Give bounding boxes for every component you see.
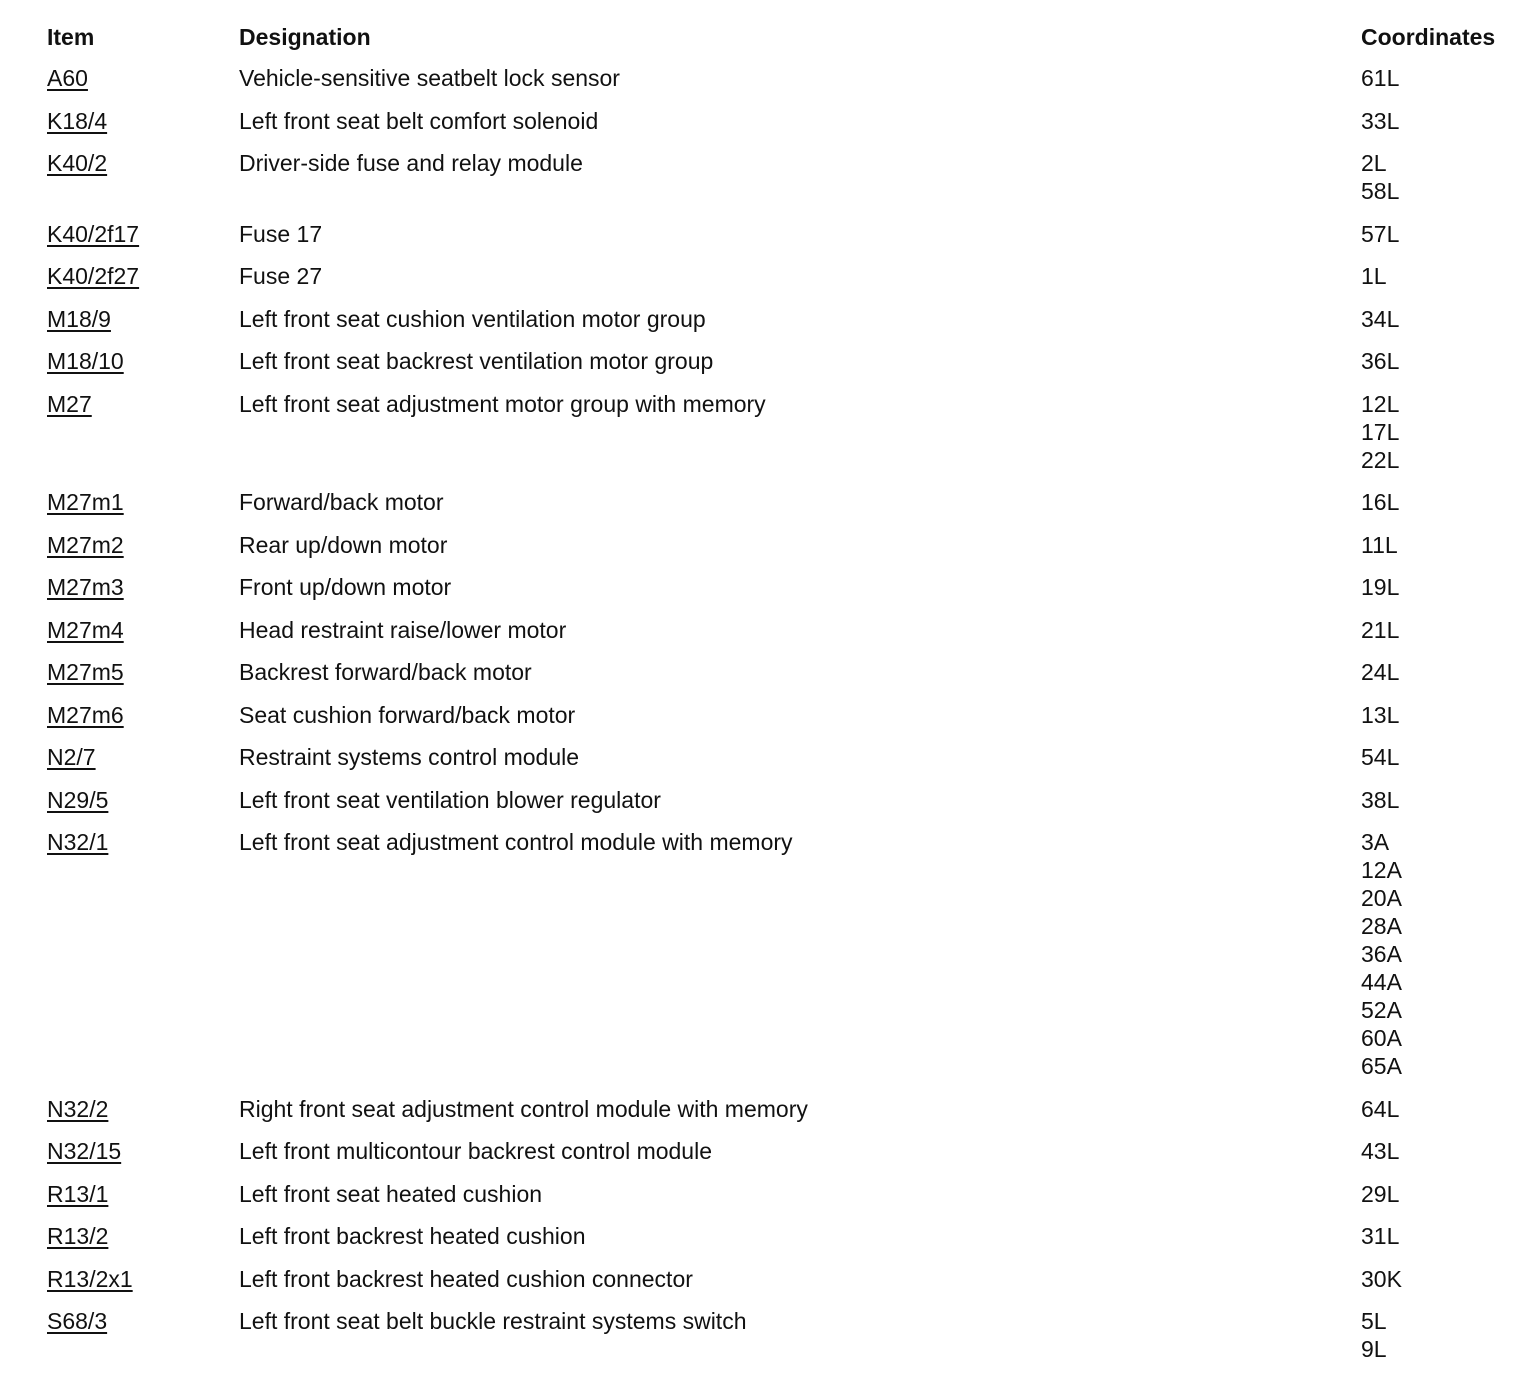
table-row: [0, 305, 1536, 348]
item-link[interactable]: N32/1: [47, 829, 109, 855]
coordinate-value: 5L: [1361, 1308, 1387, 1334]
coordinate-value: 36A: [1361, 941, 1402, 967]
designation-text: Head restraint raise/lower motor: [239, 616, 567, 643]
designation-text: Driver-side fuse and relay module: [239, 150, 583, 176]
table-row: [0, 701, 1536, 744]
coordinate-value: 33L: [1361, 107, 1400, 134]
coordinates-cell: [1361, 701, 1536, 729]
table-row: [0, 1137, 1536, 1180]
coordinate-value: 21L: [1361, 616, 1400, 643]
designation-text: Left front seat adjustment motor group with memory: [239, 390, 766, 417]
table-row: [0, 107, 1536, 150]
coordinate-value: 43L: [1361, 1138, 1400, 1164]
designation-text: Backrest forward/back motor: [239, 659, 532, 685]
coordinate-value: 31L: [1361, 1223, 1400, 1249]
coordinate-value: 12L: [1361, 390, 1400, 417]
designation-text: Left front seat belt buckle restraint systems switch: [239, 1308, 747, 1334]
item-link[interactable]: R13/1: [47, 1180, 109, 1207]
coordinate-value: 16L: [1361, 489, 1400, 515]
coordinate-value: 54L: [1361, 744, 1400, 770]
coordinates-cell: [1361, 1222, 1536, 1250]
coordinate-value: 19L: [1361, 574, 1400, 600]
coordinates-cell: [1361, 1307, 1536, 1363]
table-row: [0, 828, 1536, 1095]
coordinates-cell: [1361, 64, 1536, 92]
coordinate-value: 2L: [1361, 150, 1387, 176]
item-link[interactable]: N32/2: [47, 1095, 109, 1122]
table-row: [0, 1265, 1536, 1308]
designation-text: Left front seat belt comfort solenoid: [239, 107, 599, 134]
designation-text: Left front seat heated cushion: [239, 1180, 543, 1207]
designation-text: Right front seat adjustment control module with memory: [239, 1095, 808, 1122]
item-link[interactable]: M27m4: [47, 616, 124, 643]
table-row: [0, 1095, 1536, 1138]
designation-text: Vehicle-sensitive seatbelt lock sensor: [239, 65, 620, 91]
table-row: [0, 573, 1536, 616]
table-row: [0, 262, 1536, 305]
item-link[interactable]: A60: [47, 65, 88, 91]
designation-text: Left front seat backrest ventilation motor group: [239, 348, 714, 374]
coordinates-cell: [1361, 305, 1536, 333]
coordinate-value: 30K: [1361, 1265, 1402, 1292]
coordinates-cell: [1361, 616, 1536, 644]
coordinate-value: 13L: [1361, 701, 1400, 728]
designation-text: Front up/down motor: [239, 574, 452, 600]
header-item: Item: [47, 24, 95, 50]
item-link[interactable]: R13/2x1: [47, 1265, 133, 1292]
coordinate-value: 65A: [1361, 1053, 1402, 1079]
coordinate-value: 3A: [1361, 829, 1390, 855]
designation-text: Rear up/down motor: [239, 531, 448, 558]
item-link[interactable]: R13/2: [47, 1223, 109, 1249]
table-body: [0, 64, 1536, 1378]
coordinates-cell: [1361, 658, 1536, 686]
coordinate-value: 34L: [1361, 305, 1400, 332]
coordinate-value: 9L: [1361, 1336, 1387, 1362]
item-link[interactable]: N2/7: [47, 744, 96, 770]
coordinates-cell: [1361, 743, 1536, 771]
designation-text: Left front backrest heated cushion connector: [239, 1265, 693, 1292]
table-row: [0, 149, 1536, 220]
designation-text: Fuse 27: [239, 263, 323, 289]
designation-text: Seat cushion forward/back motor: [239, 701, 576, 728]
coordinates-cell: [1361, 1180, 1536, 1208]
coordinate-value: 36L: [1361, 348, 1400, 374]
table-row: [0, 390, 1536, 489]
item-link[interactable]: K40/2f27: [47, 263, 140, 289]
item-link[interactable]: N32/15: [47, 1138, 122, 1164]
coordinate-value: 58L: [1361, 178, 1400, 204]
table-row: [0, 531, 1536, 574]
item-link[interactable]: M18/10: [47, 348, 124, 374]
coordinate-value: 20A: [1361, 885, 1402, 911]
coordinate-value: 24L: [1361, 659, 1400, 685]
coordinate-value: 1L: [1361, 263, 1387, 289]
item-link[interactable]: S68/3: [47, 1308, 108, 1334]
coordinates-cell: [1361, 149, 1536, 205]
item-link[interactable]: K40/2: [47, 150, 108, 176]
coordinates-cell: [1361, 262, 1536, 290]
designation-text: Fuse 17: [239, 220, 323, 247]
table-row: [0, 488, 1536, 531]
item-link[interactable]: M27m2: [47, 531, 124, 558]
table-row: [0, 347, 1536, 390]
designation-text: Left front multicontour backrest control module: [239, 1138, 713, 1164]
item-link[interactable]: M27m5: [47, 659, 124, 685]
designation-text: Left front backrest heated cushion: [239, 1223, 586, 1249]
coordinates-cell: [1361, 488, 1536, 516]
table-row: [0, 1222, 1536, 1265]
designation-text: Left front seat cushion ventilation motor group: [239, 305, 706, 332]
coordinates-cell: [1361, 107, 1536, 135]
designation-text: Left front seat ventilation blower regulator: [239, 786, 661, 813]
item-link[interactable]: K18/4: [47, 107, 108, 134]
table-row: [0, 786, 1536, 829]
item-link[interactable]: M27: [47, 390, 92, 417]
coordinates-cell: [1361, 573, 1536, 601]
item-link[interactable]: M27m1: [47, 489, 124, 515]
coordinate-value: 28A: [1361, 913, 1402, 939]
table-row: [0, 64, 1536, 107]
coordinate-value: 11L: [1361, 531, 1398, 558]
coordinate-value: 44A: [1361, 969, 1402, 995]
designation-text: Left front seat adjustment control module with memory: [239, 829, 793, 855]
coordinates-cell: [1361, 220, 1536, 248]
coordinate-value: 60A: [1361, 1025, 1402, 1051]
coordinate-value: 29L: [1361, 1180, 1400, 1207]
designation-text: Forward/back motor: [239, 489, 444, 515]
coordinates-cell: [1361, 786, 1536, 814]
coordinate-value: 61L: [1361, 65, 1400, 91]
table-row: [0, 1307, 1536, 1378]
coordinates-cell: [1361, 1137, 1536, 1165]
designation-text: Restraint systems control module: [239, 744, 580, 770]
item-link[interactable]: M18/9: [47, 305, 111, 332]
item-link[interactable]: K40/2f17: [47, 220, 140, 247]
item-link[interactable]: M27m6: [47, 701, 124, 728]
coordinates-cell: [1361, 1265, 1536, 1293]
coordinates-cell: [1361, 390, 1536, 474]
table-header: [0, 22, 1536, 52]
coordinates-cell: [1361, 828, 1536, 1080]
item-link[interactable]: M27m3: [47, 574, 124, 600]
coordinates-cell: [1361, 1095, 1536, 1123]
table-row: [0, 220, 1536, 263]
coordinate-value: 12A: [1361, 857, 1402, 883]
table-row: [0, 743, 1536, 786]
coordinate-value: 17L: [1361, 418, 1400, 445]
coordinate-value: 22L: [1361, 446, 1400, 473]
coordinates-cell: [1361, 531, 1536, 559]
coordinates-cell: [1361, 347, 1536, 375]
table-row: [0, 616, 1536, 659]
header-coordinates: Coordinates: [1361, 24, 1496, 50]
coordinate-value: 57L: [1361, 220, 1400, 247]
coordinate-value: 52A: [1361, 997, 1402, 1023]
header-designation: Designation: [239, 24, 371, 50]
item-link[interactable]: N29/5: [47, 786, 109, 813]
table-row: [0, 658, 1536, 701]
coordinate-value: 38L: [1361, 786, 1400, 813]
coordinate-value: 64L: [1361, 1095, 1400, 1122]
table-row: [0, 1180, 1536, 1223]
